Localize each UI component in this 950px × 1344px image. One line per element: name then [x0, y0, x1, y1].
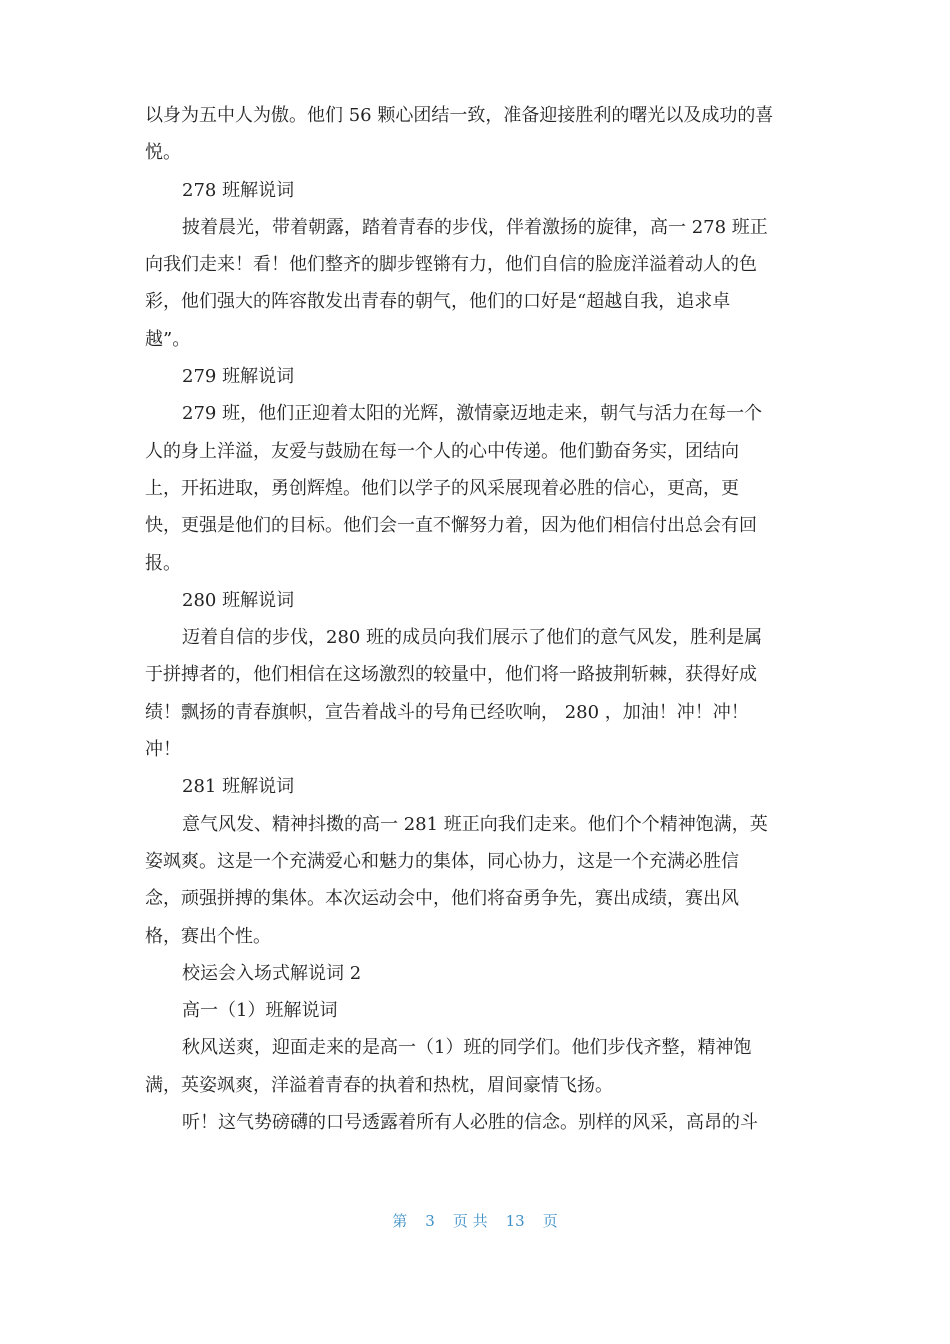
text-line: 以身为五中人为傲。他们 56 颗心团结一致，准备迎接胜利的曙光以及成功的喜 [145, 105, 774, 126]
text-line: 280 班解说词 [182, 589, 295, 611]
text-line: 278 班解说词 [182, 179, 295, 201]
text-line: 绩！飘扬的青春旗帜，宣告着战斗的号角已经吹响， 280 ，加油！冲！冲！ [145, 701, 749, 723]
text-line: 高一（1）班解说词 [182, 1000, 338, 1022]
text-line: 冲！ [145, 739, 181, 761]
text-line: 人的身上洋溢，友爱与鼓励在每一个人的心中传递。他们勤奋务实，团结向 [145, 440, 739, 462]
text-line: 满，英姿飒爽，洋溢着青春的执着和热枕，眉间豪情飞扬。 [145, 1074, 613, 1096]
footer-suffix: 页 [542, 1212, 558, 1230]
text-line: 念，顽强拼搏的集体。本次运动会中，他们将奋勇争先，赛出成绩，赛出风 [145, 888, 739, 910]
footer-total-pages: 13 [505, 1212, 525, 1230]
footer-prefix: 第 [392, 1212, 408, 1230]
text-line: 于拼搏者的，他们相信在这场激烈的较量中，他们将一路披荆斩棘，获得好成 [145, 664, 757, 686]
text-line: 281 班解说词 [182, 776, 295, 798]
footer-current-page: 3 [425, 1212, 435, 1230]
text-line: 意气风发、精神抖擞的高一 281 班正向我们走来。他们个个精神饱满，英 [182, 813, 768, 835]
text-line: 姿飒爽。这是一个充满爱心和魅力的集体，同心协力，这是一个充满必胜信 [145, 850, 739, 872]
text-line: 越”。 [145, 328, 191, 350]
text-line: 报。 [145, 552, 181, 574]
text-line: 向我们走来！看！他们整齐的脚步铿锵有力，他们自信的脸庞洋溢着动人的色 [145, 254, 757, 276]
text-line: 快，更强是他们的目标。他们会一直不懈努力着，因为他们相信付出总会有回 [145, 515, 757, 537]
footer-middle: 页 共 [452, 1212, 488, 1230]
text-line: 上，开拓进取，勇创辉煌。他们以学子的风采展现着必胜的信心，更高，更 [145, 477, 739, 499]
text-line: 秋风送爽，迎面走来的是高一（1）班的同学们。他们步伐齐整，精神饱 [182, 1037, 752, 1059]
text-line: 迈着自信的步伐，280 班的成员向我们展示了他们的意气风发，胜利是属 [182, 627, 763, 649]
text-line: 校运会入场式解说词 2 [182, 962, 362, 984]
text-line: 格，赛出个性。 [145, 925, 271, 947]
text-line: 279 班，他们正迎着太阳的光辉，激情豪迈地走来，朝气与活力在每一个 [182, 403, 763, 425]
text-line: 279 班解说词 [182, 366, 295, 388]
page-footer [0, 1210, 950, 1231]
text-line: 听！这气势磅礴的口号透露着所有人必胜的信念。别样的风采，高昂的斗 [182, 1112, 758, 1134]
document-body [145, 97, 810, 1141]
text-line: 披着晨光，带着朝露，踏着青春的步伐，伴着激扬的旋律，高一 278 班正 [182, 216, 768, 238]
text-line: 彩，他们强大的阵容散发出青春的朝气，他们的口好是“超越自我，追求卓 [145, 291, 731, 313]
text-line: 悦。 [145, 142, 181, 164]
